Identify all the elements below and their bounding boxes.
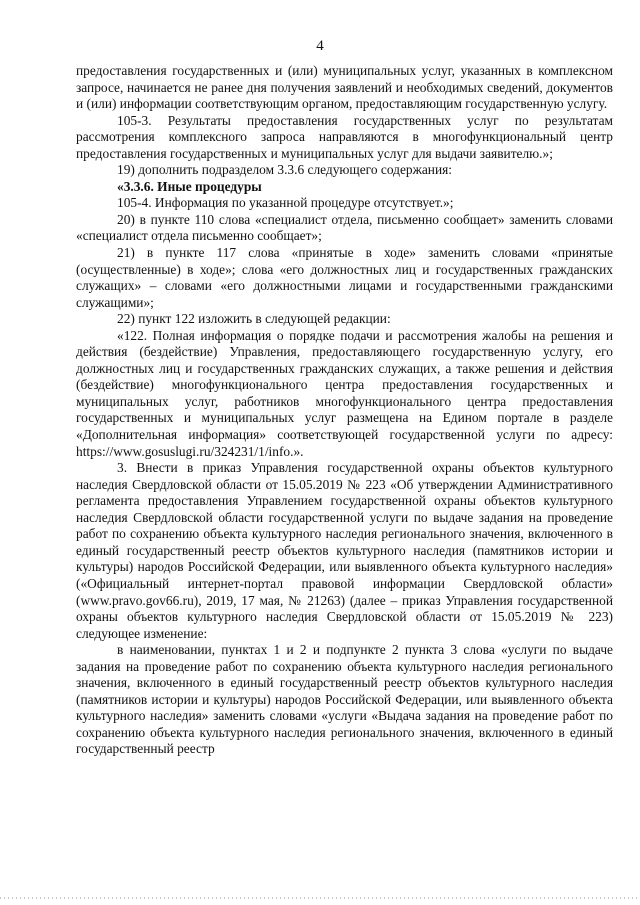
paragraph-122: «122. Полная информация о порядке подачи и рассмотрения жалобы на решения и действия (бездействие) Управления, предоставляющего государственную услугу, его должностных лиц и государственных гражданских служащих, а также решения и действия (бездействие) многофункционального центра предоставления государственных и муниципальных услуг, работников многофункционального центра предоставления государственных и муниципальных услуг размещена на Едином портале в разделе «Дополнительная информация» соответствующей государственной услуги по адресу: https://www.gosuslugi.ru/324231/1/info.». <box>76 327 613 459</box>
section-heading-3-3-6: «3.3.6. Иные процедуры <box>117 178 262 194</box>
document-body <box>76 63 613 758</box>
paragraph-continuation: предоставления государственных и (или) муниципальных услуг, указанных в комплексном запросе, начинается не ранее дня получения заявлений и необходимых сведений, документов и (или) информации соответствующим органом, предоставляющим государственную услугу. <box>76 63 613 112</box>
paragraph-amendment: в наименовании, пунктах 1 и 2 и подпункте 2 пункта 3 слова «услуги по выдаче задания на проведение работ по сохранению объекта культурного наследия регионального значения, включенного в единый государственный реестр объектов культурного наследия (памятников истории и культуры) народов Российской Федерации, или выявленного объекта культурного наследия» заменить словами «услуги «Выдача задания на проведение работ по сохранению объекта культурного наследия регионального значения, включенного в единый государственный реестр <box>76 642 613 757</box>
paragraph-section-3: 3. Внести в приказ Управления государственной охраны объектов культурного наследия Свердловской области от 15.05.2019 № 223 «Об утверждении Административного регламента предоставления Управлением государственной охраны объектов культурного наследия Свердловской области государственной услуги по выдаче задания на проведение работ по сохранению объекта культурного наследия регионального значения, включенного в единый государственный реестр объектов культурного наследия (памятников истории и культуры) народов Российской Федерации, или выявленного объекта культурного наследия» («Официальный интернет-портал правовой информации Свердловской области» (www.pravo.gov66.ru), 2019, 17 мая, № 21263) (далее – приказ Управления государственной охраны объектов культурного наследия Свердловской области от 15.05.2019 № 223) следующее изменение: <box>76 460 613 641</box>
scan-edge-dots <box>0 897 640 899</box>
paragraph-105-3: 105-3. Результаты предоставления государственных услуг по результатам рассмотрения комплексного запроса направляются в многофункциональный центр предоставления государственных и муниципальных услуг для выдачи заявителю.»; <box>76 112 613 161</box>
paragraph-item-21: 21) в пункте 117 слова «принятые в ходе» заменить словами «принятые (осуществленные) в ходе»; слова «его должностных лиц и государственных гражданских служащих» – словами «его должностными лицами и государственными гражданскими служащими»; <box>76 245 613 310</box>
paragraph-item-20: 20) в пункте 110 слова «специалист отдела, письменно сообщает» заменить словами «специалист отдела письменно сообщает»; <box>76 211 613 244</box>
paragraph-item-19: 19) дополнить подразделом 3.3.6 следующего содержания: <box>117 162 452 178</box>
paragraph-item-22: 22) пункт 122 изложить в следующей редакции: <box>117 311 391 327</box>
page-number: 4 <box>316 38 324 54</box>
paragraph-105-4: 105-4. Информация по указанной процедуре отсутствует.»; <box>117 195 454 211</box>
